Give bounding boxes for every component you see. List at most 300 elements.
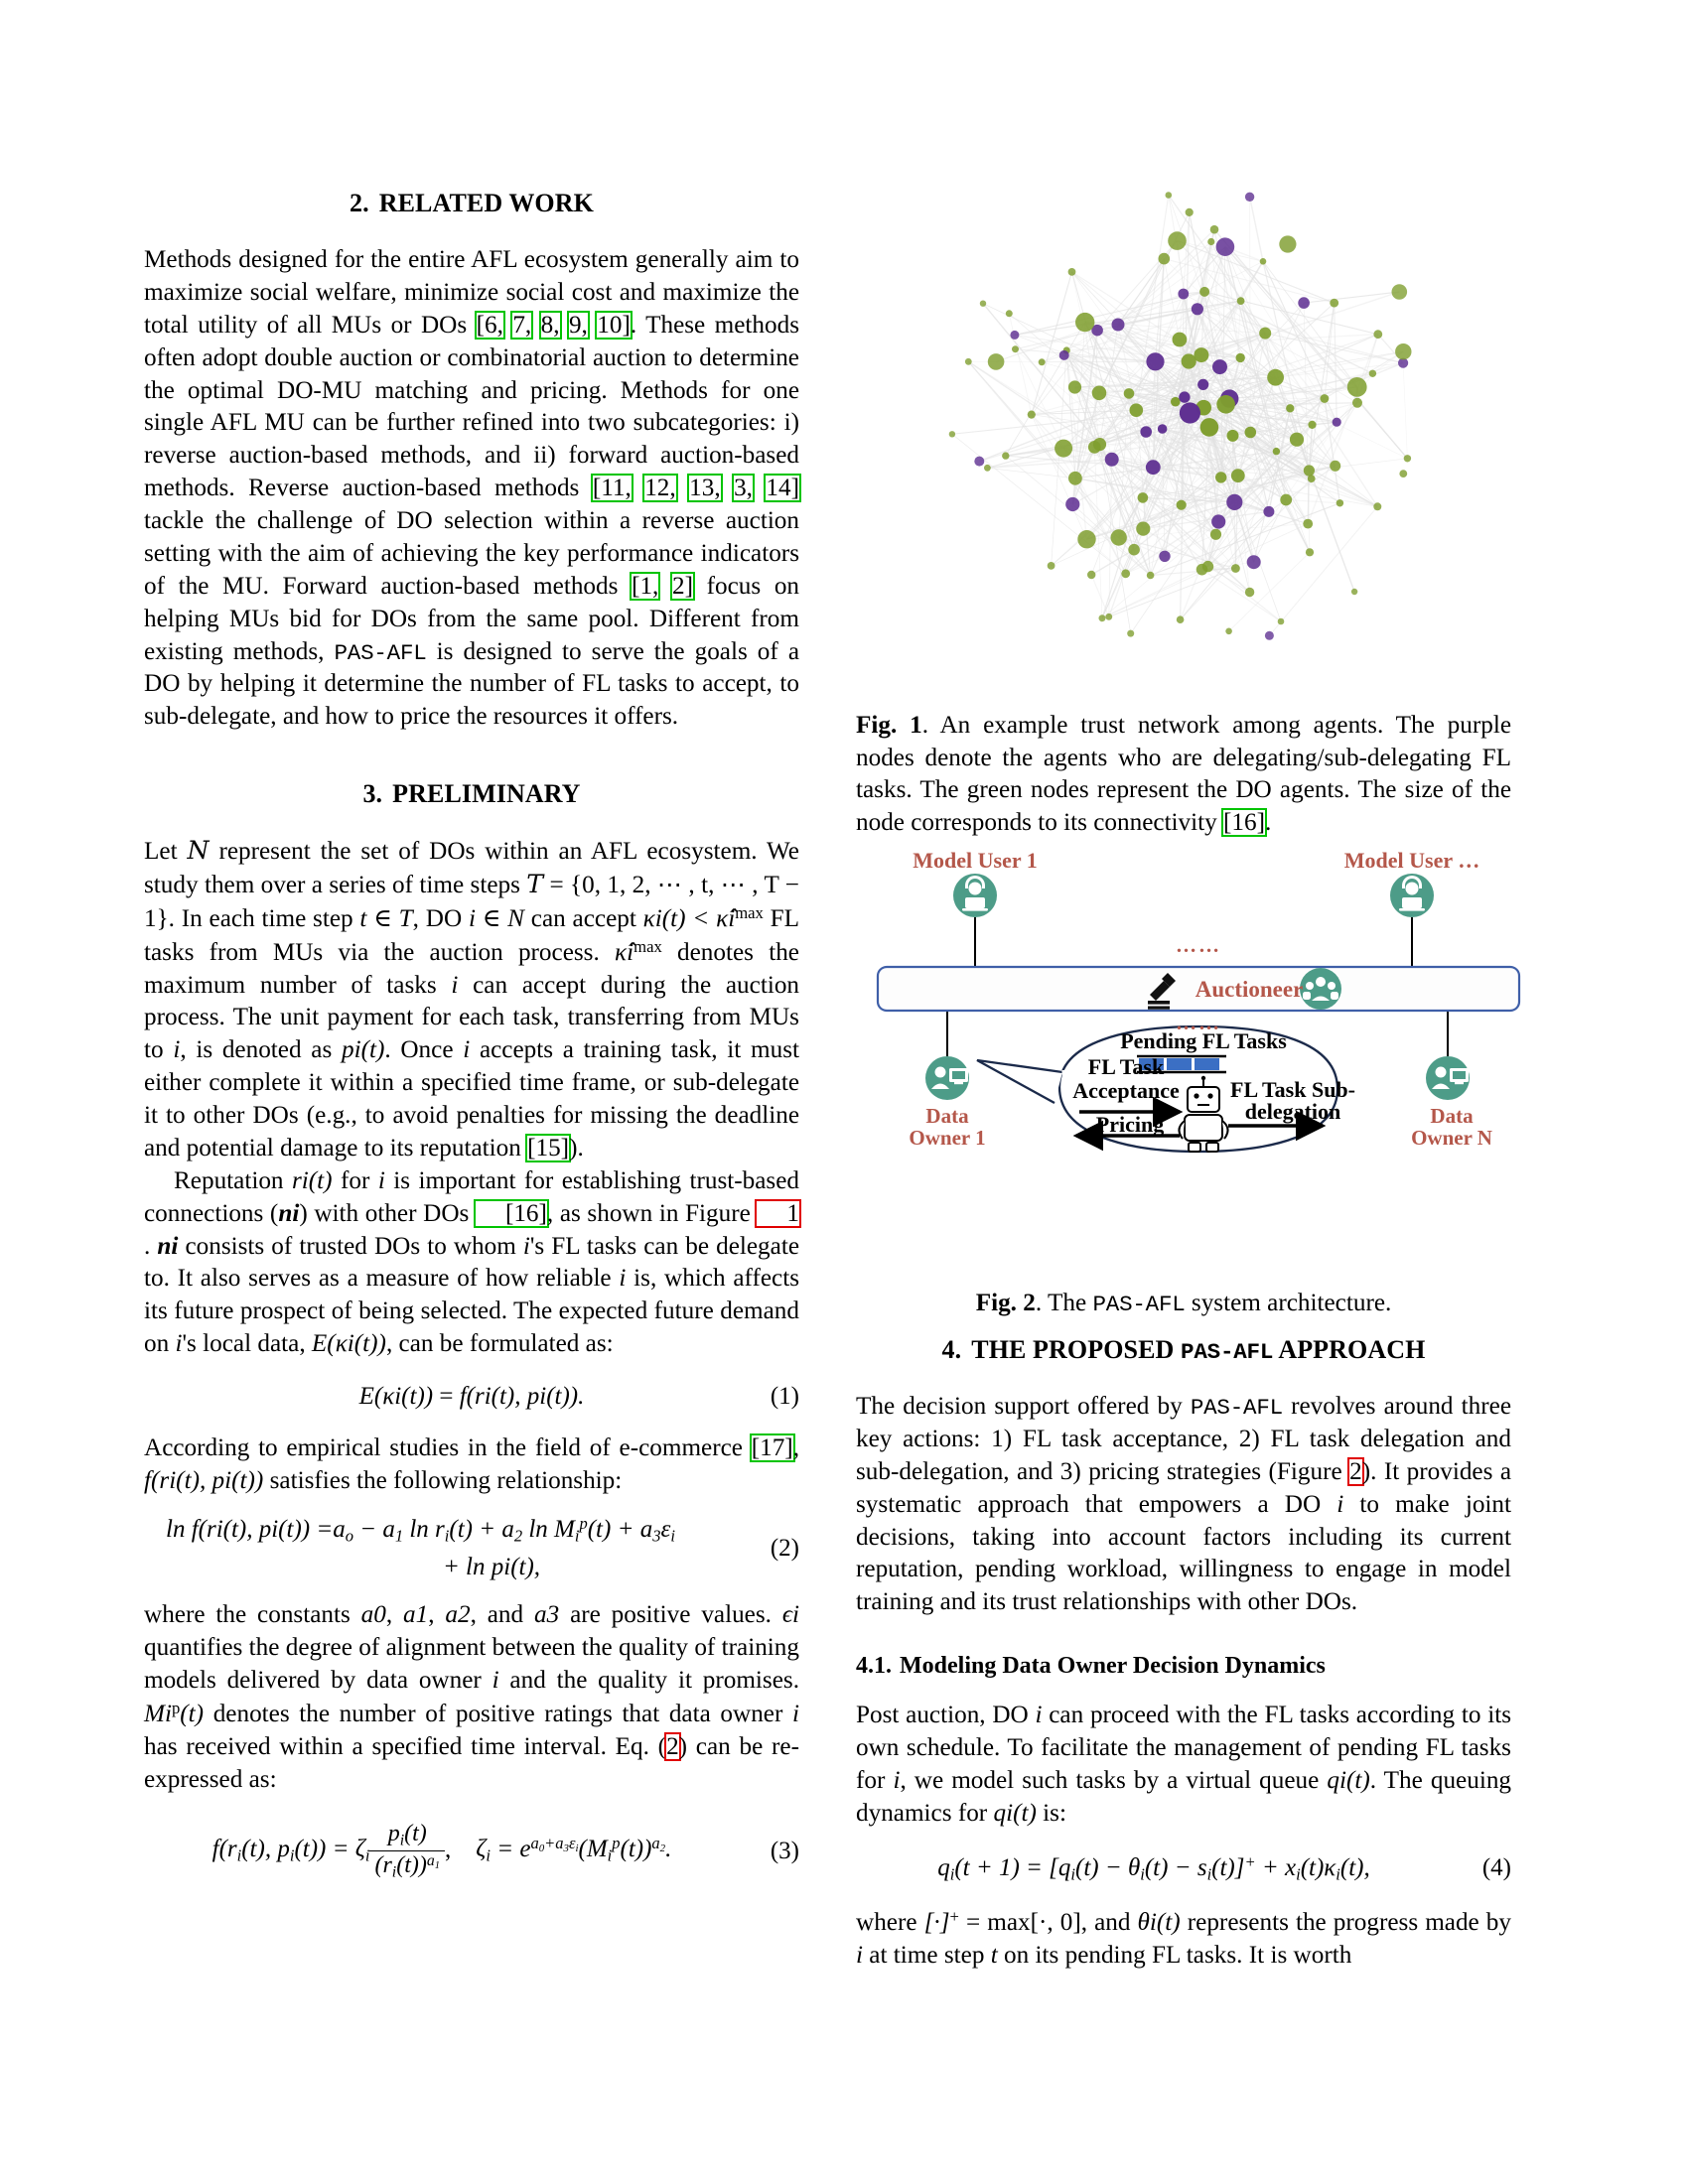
- proposed-paragraph-1: [856, 1391, 1511, 1619]
- network-node-green: [1260, 258, 1267, 265]
- citation-11[interactable]: [11,: [592, 475, 632, 502]
- equation-3-body: [144, 1821, 799, 1882]
- network-node-green: [1395, 343, 1411, 359]
- network-node-green: [1147, 572, 1155, 580]
- network-node-green: [1166, 192, 1173, 199]
- network-node-green: [1124, 388, 1135, 399]
- text-run: .: [144, 1232, 158, 1260]
- citation-16-fig[interactable]: [16]: [1223, 808, 1266, 836]
- network-node-purple: [1197, 379, 1208, 390]
- network-node-green: [1173, 333, 1188, 347]
- network-node-green: [1330, 299, 1338, 308]
- math-i: i: [619, 1265, 627, 1293]
- network-node-green: [1231, 564, 1240, 573]
- task-block-2: [1167, 1058, 1192, 1070]
- text-run: = max[·, 0], and: [958, 1909, 1138, 1937]
- text-run: Let: [144, 838, 188, 866]
- citation-7[interactable]: 7,: [512, 311, 532, 339]
- subsection-number: 4.1.: [856, 1653, 892, 1680]
- equation-1-body: [144, 1383, 799, 1411]
- network-node-purple: [1179, 391, 1190, 402]
- network-node-green: [1347, 377, 1367, 397]
- network-node-green: [949, 431, 955, 437]
- equation-1-number: (1): [770, 1383, 799, 1411]
- network-node-green: [1111, 529, 1127, 545]
- text-run: to make joint decisions, taking into account factors including its current reputation, pending workload, willingness to engage in model training and its trust relationships with other DOs.: [856, 1490, 1511, 1616]
- network-node-purple: [1065, 497, 1079, 511]
- network-node-green: [1048, 562, 1055, 570]
- network-node-green: [1068, 472, 1082, 485]
- citation-15[interactable]: [15]: [527, 1134, 570, 1161]
- network-node-green: [1099, 614, 1106, 621]
- math-r-i-t: ri(t): [291, 1166, 333, 1194]
- math-sup-max: max: [735, 902, 764, 922]
- network-node-green: [984, 465, 991, 472]
- text-run: focus on helping MUs bid for DOs from the same pool. Different from existing methods,: [144, 572, 800, 665]
- eq4-expression: $q_i(t + 1) = [q_i(t) - \theta_i(t) - s_i(t)]^+ + x_i(t)\kappa_i(t)$,: [937, 1851, 1370, 1884]
- network-edge: [1241, 301, 1336, 466]
- data-owner-1-icon: [925, 1056, 969, 1100]
- network-node-green: [1105, 614, 1112, 620]
- preliminary-paragraph-3: [144, 1433, 799, 1498]
- figure-2-label: Fig. 2: [975, 1290, 1036, 1317]
- network-node-green: [1136, 522, 1150, 536]
- figure-1-caption: [856, 685, 1511, 864]
- math-i: i: [792, 1700, 799, 1727]
- text-run: ).: [569, 1134, 584, 1161]
- text-run: for: [332, 1166, 378, 1194]
- section-heading-related-work: [144, 189, 799, 218]
- text-run: is important for establishing trust-based connections (: [144, 1166, 800, 1227]
- network-node-green: [1002, 452, 1009, 459]
- math-symbol-T: T: [526, 870, 544, 898]
- network-node-green: [1199, 287, 1209, 297]
- math-expectation-kappa: E(κi(t)): [311, 1330, 386, 1358]
- math-a2: a2: [445, 1601, 471, 1629]
- model-user-n-icon: [1390, 874, 1434, 917]
- ellipsis-top: ……: [1176, 933, 1221, 957]
- label-auctioneer: Auctioneer: [1195, 977, 1304, 1002]
- math-kappa-hat: κ̂i: [615, 938, 634, 966]
- citation-6[interactable]: [6,: [476, 311, 503, 339]
- math-i: i: [1035, 1702, 1043, 1729]
- network-node-green: [1093, 438, 1106, 451]
- math-i: i: [893, 1766, 901, 1794]
- text-run: , DO: [412, 904, 469, 932]
- network-node-green: [1225, 628, 1232, 635]
- equation-4: [856, 1852, 1511, 1885]
- math-bold-n-i: ni: [157, 1232, 179, 1260]
- network-node-green: [1171, 397, 1181, 407]
- figure-1-label: Fig. 1: [856, 712, 922, 740]
- text-run: revolves around three key actions: 1) FL task acceptance, 2) FL task delegation and sub-delegation, and 3) pricing strategies (Figure: [856, 1393, 1511, 1485]
- network-node-purple: [1333, 418, 1341, 427]
- text-run: FL tasks from MUs via the auction process.: [144, 904, 800, 966]
- network-node-purple: [1216, 237, 1235, 256]
- network-edge: [1304, 292, 1399, 303]
- network-node-green: [1351, 589, 1357, 595]
- text-run: can accept: [524, 904, 643, 932]
- text-run: where: [856, 1909, 924, 1937]
- network-node-green: [1012, 345, 1019, 352]
- eq3-rhs: $\zeta_i = e^{a_0+a_3\varepsilon_i}(M_i^p(t))^{a_2}$.: [476, 1834, 672, 1865]
- task-block-3: [1195, 1058, 1219, 1070]
- related-work-paragraph: [144, 244, 799, 734]
- text-run: denotes the maximum number of tasks: [144, 938, 799, 999]
- data-owner-n-icon: [1426, 1056, 1470, 1100]
- label-model-user-1: Model User 1: [913, 848, 1038, 873]
- citation-12[interactable]: 12,: [644, 475, 676, 502]
- text-run: ,: [385, 1601, 404, 1629]
- text-run: tackle the challenge of DO selection within a reverse auction setting with the aim of achieving the key performance indicators of the MU. Forward auction-based methods: [144, 507, 799, 600]
- network-node-green: [1304, 465, 1315, 476]
- eq1-rhs: f(ri(t), pi(t)).: [459, 1383, 585, 1411]
- text-run: According to empirical studies in the field of e-commerce: [144, 1434, 752, 1462]
- network-node-green: [1278, 618, 1285, 625]
- network-node-green: [1159, 253, 1171, 265]
- math-i: i: [492, 1667, 499, 1695]
- eq2-lhs: ln f(ri(t), pi(t)): [166, 1515, 311, 1543]
- text-run: satisfies the following relationship:: [263, 1466, 623, 1494]
- equation-2: [144, 1514, 799, 1582]
- text-run: represent the set of DOs within an AFL ecosystem. We study them over a series of time steps: [144, 838, 799, 898]
- preliminary-paragraph-4: [144, 1599, 799, 1796]
- math-a0: a0: [360, 1601, 386, 1629]
- figure-ref-2[interactable]: 2: [1349, 1457, 1362, 1485]
- label-model-user-n: Model User …: [1343, 848, 1480, 873]
- text-run: ). It provides a systematic approach that empowers a DO: [856, 1457, 1511, 1518]
- network-node-green: [1006, 310, 1013, 317]
- network-node-green: [1290, 433, 1304, 447]
- network-node-green: [1177, 615, 1185, 623]
- network-node-green: [1068, 268, 1076, 276]
- citation-2[interactable]: 2]: [672, 572, 693, 600]
- math-f-r-p: f(ri(t), pi(t)): [144, 1466, 264, 1494]
- network-node-green: [1077, 530, 1095, 548]
- math-i-in-N: i ∈ N: [468, 904, 524, 932]
- ellipsis-bottom: ……: [1176, 1011, 1221, 1034]
- network-node-green: [1373, 502, 1381, 510]
- math-q-i-t: qi(t): [993, 1799, 1037, 1827]
- math-q-i-t: qi(t): [1327, 1766, 1370, 1794]
- equation-1: [144, 1383, 799, 1411]
- network-edge: [1164, 259, 1334, 304]
- network-node-green: [1392, 284, 1408, 300]
- text-run: on its pending FL tasks. It is worth: [997, 1941, 1352, 1969]
- subsection-paragraph-1: [856, 1700, 1511, 1831]
- text-run: system architecture.: [1185, 1290, 1392, 1317]
- network-node-green: [1369, 370, 1376, 377]
- math-sup-plus: +: [949, 1907, 959, 1927]
- text-run: 's local data,: [182, 1330, 312, 1358]
- figure-ref-1[interactable]: 1: [757, 1201, 799, 1226]
- label-fl-task-acceptance-line1: FL Task: [1087, 1054, 1165, 1079]
- text-run: can proceed with the FL tasks according to its own schedule. To facilitate the management of pending FL tasks for: [856, 1702, 1512, 1794]
- right-column: [856, 1335, 1511, 1973]
- math-a1: a1: [403, 1601, 429, 1629]
- text-run: , is denoted as: [180, 1036, 342, 1064]
- text-run: . An example trust network among agents. The purple nodes denote the agents who are delegating/sub-delegating FL tasks. The green nodes represent the DO agents. The size of the node corresponds to its connectivity: [856, 712, 1511, 836]
- math-t: t: [990, 1941, 998, 1969]
- network-node-purple: [1212, 359, 1227, 374]
- text-run: , we model such tasks by a virtual queue: [900, 1766, 1328, 1794]
- network-node-purple: [1178, 289, 1189, 300]
- figure-2-architecture: [856, 846, 1541, 1173]
- network-node-green: [1138, 492, 1149, 503]
- text-run: where the constants: [144, 1601, 361, 1629]
- network-node-green: [965, 358, 972, 365]
- network-node-green: [1227, 430, 1239, 442]
- speech-bubble-tail: [977, 1060, 1062, 1103]
- network-node-green: [1245, 427, 1257, 439]
- network-node-green: [1210, 529, 1221, 540]
- network-node-green: [1279, 235, 1296, 252]
- network-node-green: [1280, 494, 1292, 506]
- network-node-green: [1182, 353, 1196, 368]
- math-of-t: (t): [180, 1700, 205, 1727]
- math-theta-i-t: θi(t): [1137, 1909, 1181, 1937]
- text-run: has received within a specified time interval. Eq. (: [144, 1732, 667, 1760]
- text-run: and the quality it promises.: [498, 1667, 799, 1695]
- math-p-i-t: pi(t): [341, 1036, 385, 1064]
- network-node-green: [1273, 448, 1280, 455]
- section-title-pre: THE PROPOSED: [971, 1335, 1182, 1364]
- network-node-green: [1087, 571, 1095, 579]
- label-data-owner-n-line2: Owner N: [1411, 1126, 1492, 1150]
- network-node-green: [1177, 500, 1187, 510]
- section-heading-proposed: [856, 1335, 1511, 1365]
- pas-afl-name: PAS-AFL: [1181, 1339, 1274, 1365]
- network-node-purple: [1159, 551, 1170, 562]
- network-node-green: [1168, 231, 1187, 250]
- math-i: i: [1336, 1490, 1344, 1518]
- network-node-purple: [1226, 494, 1242, 510]
- network-node-green: [1055, 440, 1072, 458]
- network-node-purple: [1265, 631, 1274, 640]
- label-fl-task-acceptance-line2: Acceptance: [1072, 1078, 1180, 1103]
- network-node-green: [1237, 297, 1245, 305]
- math-symbol-N: N: [187, 836, 210, 866]
- network-node-purple: [974, 457, 984, 467]
- subsection-heading-4-1: [856, 1653, 1511, 1680]
- math-sup-p: p: [171, 1698, 181, 1717]
- text-run: 's FL tasks can be delegate to. It also serves as a measure of how reliable: [144, 1232, 800, 1293]
- equation-2-number: (2): [770, 1535, 799, 1563]
- text-run: is, which affects its future prospect of being selected. The expected future demand on: [144, 1265, 799, 1358]
- network-node-purple: [1010, 331, 1019, 340]
- label-fl-task-subdelegation-line1: FL Task Sub-: [1230, 1077, 1355, 1102]
- network-edge: [1403, 363, 1407, 459]
- text-run: consists of trusted DOs to whom: [178, 1232, 523, 1260]
- network-node-green: [1215, 472, 1226, 482]
- network-node-green: [1039, 358, 1046, 365]
- network-node-purple: [1146, 460, 1161, 475]
- text-run: = {0, 1, 2, ⋯ , t, ⋯ , T − 1}. In each time step: [144, 872, 799, 932]
- tail-mask: [1063, 1070, 1066, 1102]
- network-node-green: [1259, 328, 1271, 340]
- citation-8[interactable]: 8,: [540, 311, 560, 339]
- network-node-green: [1245, 588, 1254, 597]
- text-run: Methods designed for the entire AFL ecosystem generally aim to maximize social welfare, minimize social cost and maximize the total utility of all MUs or DOs: [144, 246, 799, 339]
- network-node-green: [1210, 225, 1219, 234]
- eq2-line2: + ln pi(t),: [442, 1554, 541, 1581]
- network-node-purple: [1298, 297, 1310, 309]
- pas-afl-name: PAS-AFL: [1092, 1292, 1186, 1318]
- network-node-green: [1028, 411, 1036, 419]
- section-number: 2.: [350, 189, 369, 217]
- network-node-green: [1306, 548, 1314, 556]
- network-node-green: [1130, 403, 1144, 417]
- network-node-purple: [1059, 350, 1069, 360]
- math-i: i: [463, 1036, 471, 1064]
- eq2-rhs: $=a_o - a_1$ $\ln r_i(t) + a_2$ $\ln M_i^p(t) + a_3\varepsilon_i$: [316, 1513, 675, 1546]
- text-run: are positive values.: [559, 1601, 782, 1629]
- equation-3: [144, 1821, 799, 1882]
- network-node-purple: [1105, 453, 1119, 467]
- network-node-purple: [1263, 506, 1274, 517]
- network-node-green: [1127, 630, 1134, 637]
- text-run: is:: [1036, 1799, 1066, 1827]
- network-node-green: [1404, 455, 1411, 462]
- label-data-owner-1-line1: Data: [925, 1104, 969, 1128]
- label-data-owner-n-line1: Data: [1430, 1104, 1474, 1128]
- math-bold-n-i: ni: [278, 1199, 300, 1227]
- network-node-green: [1267, 369, 1284, 386]
- citation-17[interactable]: [17]: [751, 1434, 793, 1462]
- text-run: . Once: [384, 1036, 464, 1064]
- text-run: , and: [470, 1601, 534, 1629]
- math-a3: a3: [534, 1601, 560, 1629]
- network-node-green: [988, 353, 1005, 370]
- eq3-denominator: $(r_i(t))^{a_1}$: [374, 1851, 440, 1881]
- network-node-green: [980, 301, 986, 307]
- citation-14[interactable]: 14]: [766, 475, 799, 502]
- citation-9[interactable]: 9,: [568, 311, 588, 339]
- network-node-green: [1303, 519, 1313, 529]
- math-bracket-plus: [·]: [923, 1909, 950, 1937]
- eq1-lhs: E(κi(t)): [358, 1383, 434, 1411]
- network-node-green: [1330, 461, 1340, 472]
- citation-1[interactable]: [1,: [632, 572, 659, 600]
- network-edge: [968, 361, 1099, 444]
- network-node-green: [1186, 208, 1194, 216]
- network-node-green: [1068, 380, 1081, 393]
- section-title: RELATED WORK: [378, 189, 594, 217]
- network-edge: [1269, 506, 1377, 635]
- math-epsilon-i: ϵi: [781, 1601, 799, 1629]
- text-run: .: [1265, 808, 1272, 836]
- section-number: 4.: [941, 1335, 962, 1364]
- citation-10[interactable]: 10]: [597, 311, 631, 339]
- section-title: PRELIMINARY: [392, 779, 581, 809]
- math-kappa-i: κi(t) < κ̂i: [642, 904, 736, 932]
- network-node-green: [1196, 564, 1208, 576]
- eq3-fraction: [369, 1821, 445, 1882]
- network-node-green: [1216, 395, 1235, 414]
- left-column: [144, 189, 799, 1903]
- subsection-paragraph-2: [856, 1906, 1511, 1973]
- network-node-green: [1399, 470, 1407, 478]
- network-node-green: [1200, 418, 1219, 437]
- text-run: , can be formulated as:: [385, 1330, 614, 1358]
- subsection-title: Modeling Data Owner Decision Dynamics: [900, 1653, 1326, 1680]
- figure-2-svg: [856, 846, 1541, 1173]
- eq3-comma: ,: [445, 1836, 452, 1863]
- math-i: i: [173, 1036, 181, 1064]
- eq1-equals: =: [439, 1383, 454, 1411]
- math-i: i: [377, 1166, 385, 1194]
- text-run: denotes the number of positive ratings that data owner: [204, 1700, 792, 1727]
- network-node-green: [1308, 421, 1316, 429]
- text-run: ,: [428, 1601, 446, 1629]
- network-node-green: [1236, 353, 1245, 362]
- network-node-green: [1207, 238, 1214, 245]
- network-node-green: [1075, 313, 1094, 332]
- text-run: Post auction, DO: [856, 1702, 1036, 1729]
- math-i: i: [856, 1941, 863, 1969]
- equation-2-line-1: [144, 1514, 799, 1547]
- eq3-lhs: $f(r_i(t)$, $p_i(t)) = \zeta_i$: [211, 1836, 370, 1865]
- network-node-purple: [1146, 352, 1164, 370]
- network-node-purple: [1245, 193, 1254, 202]
- pas-afl-name: PAS-AFL: [1190, 1395, 1283, 1421]
- text-run: The decision support offered by: [856, 1393, 1191, 1420]
- preliminary-paragraph-1: [144, 835, 799, 1165]
- network-node-green: [1373, 330, 1382, 339]
- network-node-green: [1121, 569, 1130, 578]
- section-heading-preliminary: [144, 779, 799, 809]
- network-node-green: [1128, 544, 1140, 556]
- label-pending-fl-tasks: Pending FL Tasks: [1120, 1028, 1287, 1053]
- math-i: i: [175, 1330, 183, 1358]
- text-run: can accept during the auction process. The unit payment for each task, transferring from MUs to: [144, 971, 800, 1064]
- network-edge: [1091, 575, 1109, 616]
- network-node-green: [1231, 469, 1245, 482]
- eq3-numerator: $p_i(t)$: [369, 1821, 445, 1851]
- network-node-purple: [1112, 319, 1125, 332]
- network-node-purple: [1158, 424, 1168, 434]
- network-node-green: [1286, 404, 1294, 412]
- network-edge: [1250, 197, 1263, 261]
- section-title-post: APPROACH: [1273, 1335, 1426, 1364]
- network-edge: [1118, 259, 1164, 325]
- pas-afl-name: PAS-AFL: [334, 639, 427, 666]
- citation-13[interactable]: 13,: [689, 475, 721, 502]
- math-i: i: [451, 971, 459, 999]
- section-number: 3.: [362, 779, 383, 809]
- math-i: i: [522, 1232, 530, 1260]
- text-run: is designed to serve the goals of a DO by helping it determine the number of FL tasks to accept, to sub-delegate, and how to price the resources it offers.: [144, 637, 799, 731]
- text-run: ,: [792, 1434, 799, 1462]
- math-M-i: Mi: [144, 1700, 172, 1727]
- equation-ref-2[interactable]: 2: [666, 1732, 679, 1760]
- figure-1-svg: [856, 169, 1541, 665]
- text-run: quantifies the degree of alignment between the quality of training models delivered by data owner: [144, 1634, 799, 1695]
- text-run: ) can be re-expressed as:: [144, 1732, 799, 1793]
- network-node-green: [1321, 394, 1330, 403]
- preliminary-paragraph-2: [144, 1165, 799, 1361]
- citation-16[interactable]: [16]: [476, 1201, 547, 1226]
- label-data-owner-1-line2: Owner 1: [909, 1126, 986, 1150]
- label-fl-task-subdelegation-line2: delegation: [1244, 1099, 1341, 1124]
- network-node-green: [1092, 386, 1107, 401]
- math-t-in-T: t ∈ T: [359, 904, 413, 932]
- equation-4-number: (4): [1481, 1853, 1511, 1881]
- text-run: . The: [1035, 1290, 1093, 1317]
- citation-3[interactable]: 3,: [734, 475, 753, 502]
- text-run: Reputation: [174, 1166, 292, 1194]
- network-node-green: [1352, 398, 1362, 408]
